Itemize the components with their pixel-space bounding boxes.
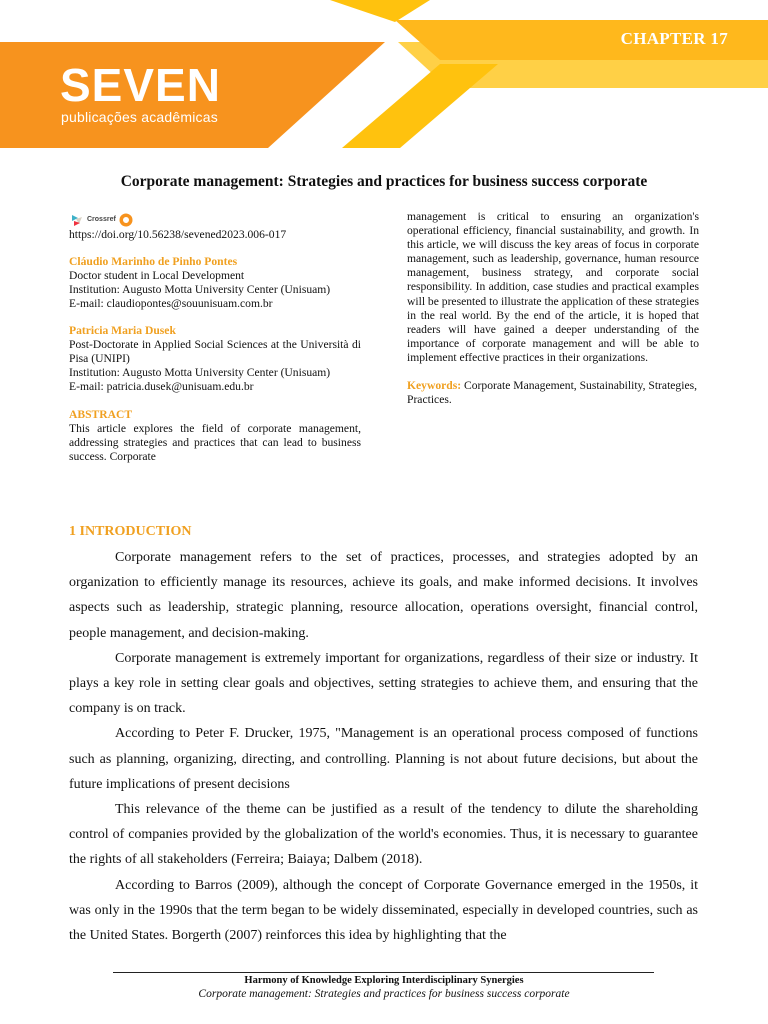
author-name: Patricia Maria Dusek xyxy=(69,324,176,337)
crossref-label: Crossref xyxy=(87,216,116,223)
crossref-icon xyxy=(72,215,84,226)
body-paragraph: Corporate management refers to the set of practices, processes, and strategies adopted by an organization to efficiently manage its resources, achieve its goals, and make informed decisions. It involves aspects such as leadership, strategic planning, resource allocation, operations oversight, financial control, people management, and decision-making. xyxy=(69,550,698,641)
crossref-badge[interactable] xyxy=(72,212,361,228)
doi-link[interactable]: https://doi.org/10.56238/sevened2023.006-017 xyxy=(69,228,287,241)
chapter-label: CHAPTER 17 xyxy=(620,29,728,48)
section-heading-introduction: 1 INTRODUCTION xyxy=(69,524,192,539)
footer-book-title: Harmony of Knowledge Exploring Interdisciplinary Synergies xyxy=(244,975,524,986)
introduction-body xyxy=(69,545,698,948)
front-matter-right-column xyxy=(407,210,699,407)
abstract-text-part-1: This article explores the field of corporate management, addressing strategies and practices that can lead to business success. Corporate xyxy=(69,422,361,463)
author-name: Cláudio Marinho de Pinho Pontes xyxy=(69,255,238,268)
front-matter-left-column xyxy=(69,212,361,464)
author-email[interactable]: E-mail: claudiopontes@souunisuam.com.br xyxy=(69,297,273,310)
abstract-heading: ABSTRACT xyxy=(69,408,133,421)
author-institution: Institution: Augusto Motta University Center (Unisuam) xyxy=(69,283,331,296)
author-email[interactable]: E-mail: patricia.dusek@unisuam.edu.br xyxy=(69,380,254,393)
author-degree: Post-Doctorate in Applied Social Sciences at the Università di Pisa (UNIPI) xyxy=(69,338,361,365)
body-paragraph: According to Barros (2009), although the concept of Corporate Governance emerged in the 1950s, it was only in the 1990s that the term began to be widely disseminated, especially in developed countries, such as the United States. Borgerth (2007) reinforces this idea by highlighting that the xyxy=(69,877,698,944)
check-updates-icon xyxy=(119,213,133,227)
body-paragraph: This relevance of the theme can be justified as a result of the tendency to dilute the shareholding control of companies provided by the globalization of the world's economies. Thus, it is necessary to guarantee the rights of all stakeholders (Ferreira; Baiaya; Dalbem (2018). xyxy=(69,802,698,868)
author-block-1 xyxy=(69,255,361,311)
author-block-2 xyxy=(69,324,361,394)
keywords xyxy=(407,379,699,407)
banner-corner-accent xyxy=(330,0,430,22)
publisher-logo: SEVEN xyxy=(60,59,221,111)
author-institution: Institution: Augusto Motta University Center (Unisuam) xyxy=(69,366,331,379)
footer-chapter-title: Corporate management: Strategies and practices for business success corporate xyxy=(198,988,570,1000)
banner-yellow-band xyxy=(342,64,498,148)
paper-title: Corporate management: Strategies and practices for business success corporate xyxy=(120,173,648,190)
body-paragraph: According to Peter F. Drucker, 1975, "Management is an operational process composed of functions such as planning, organizing, directing, and controlling. Planning is not about future decisions, but about the future implications of present decisions xyxy=(69,726,698,792)
footer-divider xyxy=(113,972,654,973)
abstract-text-part-2: management is critical to ensuring an organization's operational efficiency, financial sustainability, and growth. In this article, we will discuss the key areas of focus in corporate management, such as leadership, governance, human resource management, business strategy, and corporate social responsibility. In addition, case studies and practical examples will be presented to illustrate the application of these strategies in the real world. By the end of the article, it is hoped that readers will have gained a deeper understanding of the importance of corporate management and will be able to implement effective practices in their organizations. xyxy=(407,210,700,364)
author-degree: Doctor student in Local Development xyxy=(69,269,245,282)
publisher-logo-subtitle: publicações acadêmicas xyxy=(61,109,218,125)
body-paragraph: Corporate management is extremely important for organizations, regardless of their size or industry. It plays a key role in setting clear goals and objectives, setting strategies to achieve them, and ensuring that the company is on track. xyxy=(69,650,698,717)
keywords-text: Corporate Management, Sustainability, Strategies, Practices. xyxy=(407,379,698,407)
keywords-label: Keywords: xyxy=(407,379,462,393)
